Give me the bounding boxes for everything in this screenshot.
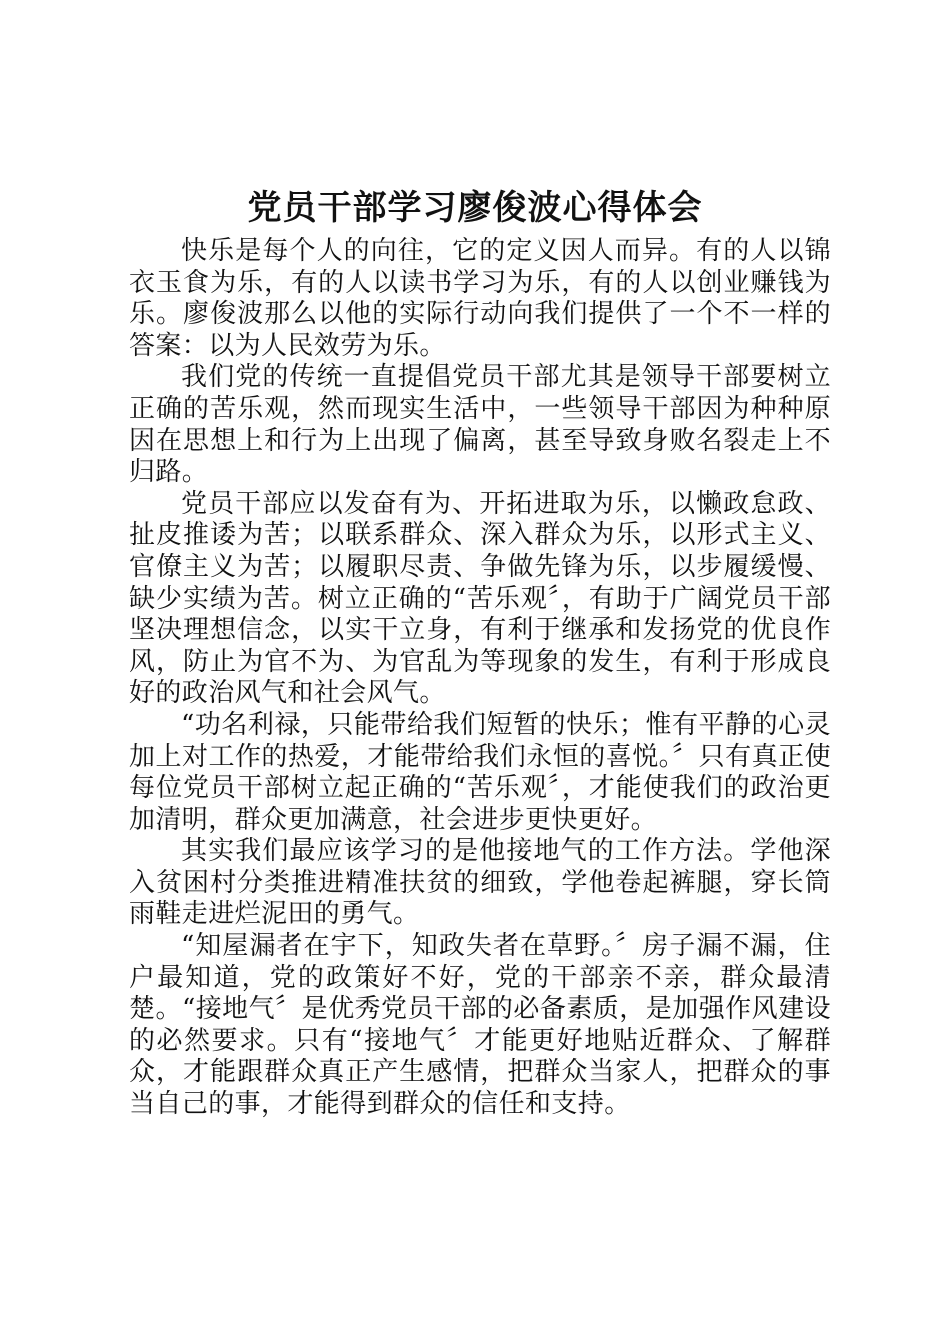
paragraph: 其实我们最应该学习的是他接地气的工作方法。学他深入贫困村分类推进精准扶贫的细致，学他卷起裤腿，穿长筒雨鞋走进烂泥田的勇气。 [129, 836, 831, 930]
paragraph: 快乐是每个人的向往，它的定义因人而异。有的人以锦衣玉食为乐，有的人以读书学习为乐，有的人以创业赚钱为乐。廖俊波那么以他的实际行动向我们提供了一个不一样的答案：以为人民效劳为乐。 [129, 236, 831, 361]
document-body [129, 236, 831, 1121]
paragraph: “功名利禄，只能带给我们短暂的快乐；惟有平静的心灵加上对工作的热爱，才能带给我们永恒的喜悦。〞只有真正使每位党员干部树立起正确的“苦乐观〞，才能使我们的政治更加清明，群众更加满意，社会进步更快更好。 [129, 709, 831, 835]
paragraph: 党员干部应以发奋有为、开拓进取为乐，以懒政怠政、扯皮推诿为苦；以联系群众、深入群众为乐，以形式主义、官僚主义为苦；以履职尽责、争做先锋为乐，以步履缓慢、缺少实绩为苦。树立正确的“苦乐观〞，有助于广阔党员干部坚决理想信念，以实干立身，有利于继承和发扬党的优良作风，防止为官不为、为官乱为等现象的发生，有利于形成良好的政治风气和社会风气。 [129, 488, 831, 709]
paragraph: “知屋漏者在宇下，知政失者在草野。〞房子漏不漏，住户最知道，党的政策好不好，党的干部亲不亲，群众最清楚。“接地气〞是优秀党员干部的必备素质，是加强作风建设的必然要求。只有“接地气〞才能更好地贴近群众、了解群众，才能跟群众真正产生感情，把群众当家人，把群众的事当自己的事，才能得到群众的信任和支持。 [129, 931, 831, 1120]
page-title: 党员干部学习廖俊波心得体会 [247, 188, 703, 228]
paragraph: 我们党的传统一直提倡党员干部尤其是领导干部要树立正确的苦乐观，然而现实生活中，一些领导干部因为种种原因在思想上和行为上出现了偏离，甚至导致身败名裂走上不归路。 [129, 362, 831, 488]
